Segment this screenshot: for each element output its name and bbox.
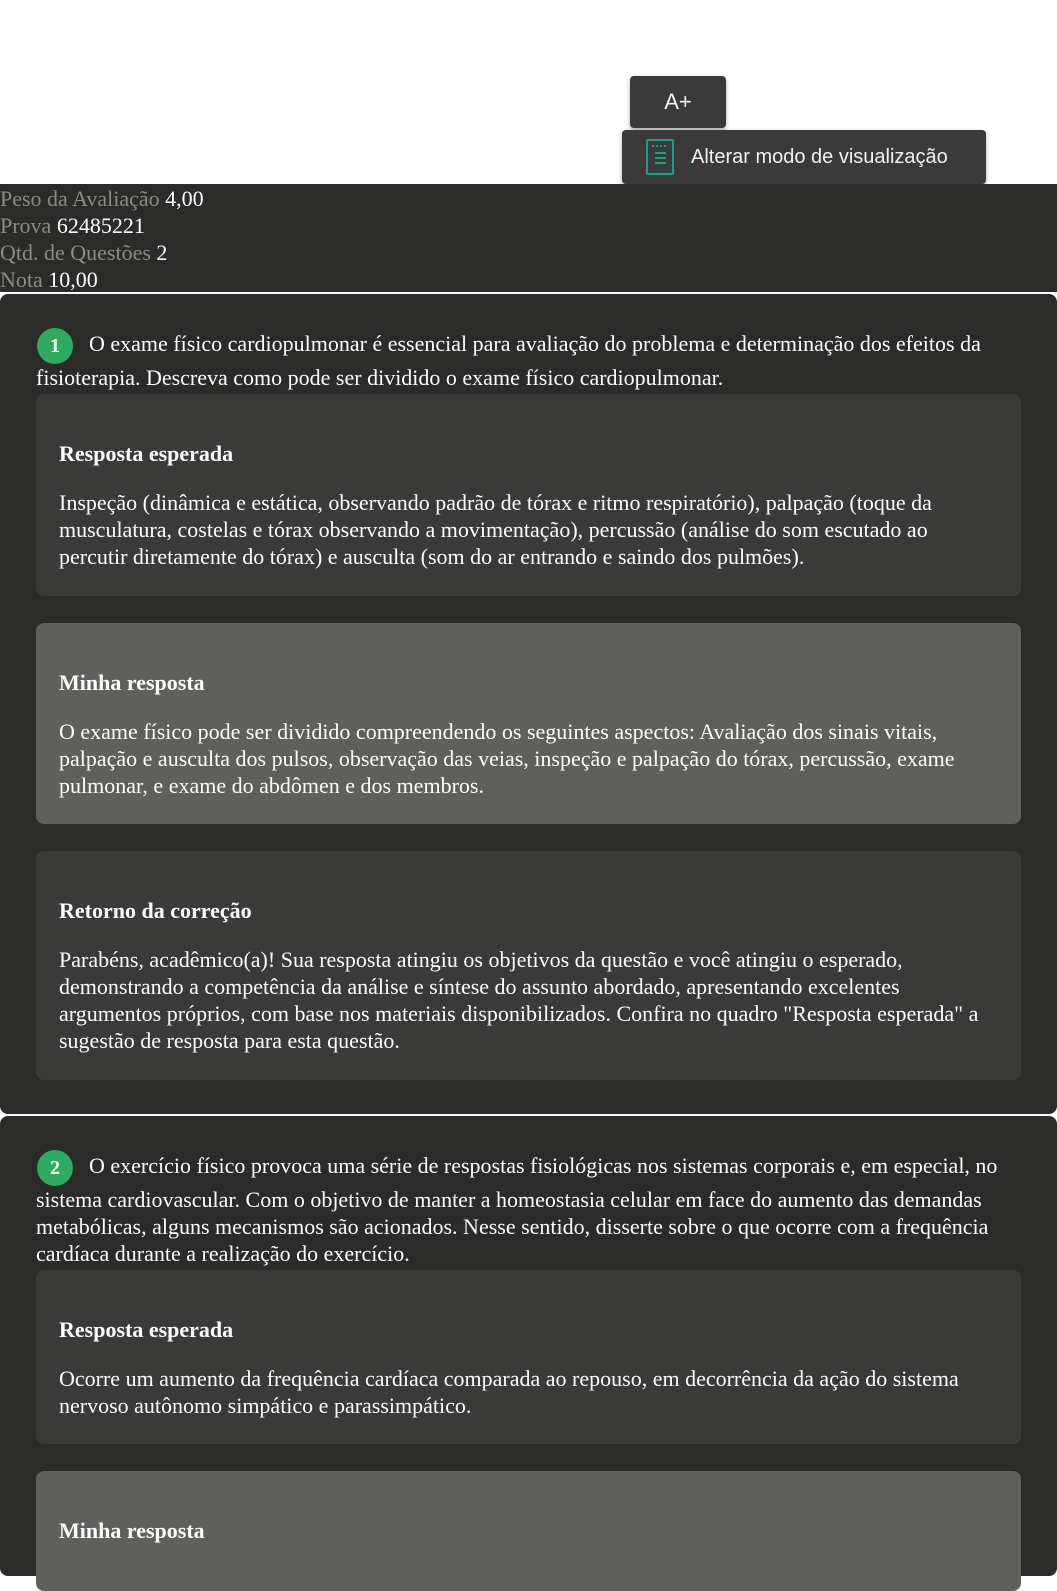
font-increase-button[interactable] bbox=[630, 76, 726, 128]
grade-label: Nota bbox=[0, 267, 43, 292]
weight-value: 4,00 bbox=[165, 186, 204, 211]
font-increase-label: A+ bbox=[664, 89, 692, 114]
my-answer-title: Minha resposta bbox=[59, 1518, 205, 1543]
exam-info-panel bbox=[0, 184, 1057, 292]
exam-value: 62485221 bbox=[56, 213, 145, 238]
question-card-2 bbox=[0, 1116, 1057, 1576]
question-statement: O exercício físico provoca uma série de respostas fisiológicas nos sistemas corporais e, em especial, no sistema cardiovascular. Com o objetivo de manter a homeostasia celular em face do aumento das demandas metabólicas, alguns mecanismos são acionados. Nesse sentido, disserte sobre o que ocorre com a frequência cardíaca durante a realização do exercício. bbox=[36, 1153, 998, 1266]
grade-value: 10,00 bbox=[48, 267, 98, 292]
view-mode-label: Alterar modo de visualização bbox=[691, 145, 948, 168]
feedback-title: Retorno da correção bbox=[59, 898, 252, 923]
my-answer-card bbox=[36, 623, 1021, 824]
info-weight bbox=[0, 185, 1057, 212]
question-card-1 bbox=[0, 294, 1057, 1114]
question-statement: O exame físico cardiopulmonar é essencial para avaliação do problema e determinação dos efeitos da fisioterapia. Descreva como pode ser dividido o exame físico cardiopulmonar. bbox=[36, 331, 981, 390]
document-icon bbox=[646, 139, 674, 175]
questions-value: 2 bbox=[156, 240, 168, 265]
expected-answer-card bbox=[36, 394, 1021, 596]
feedback-text: Parabéns, acadêmico(a)! Sua resposta atingiu os objetivos da questão e você atingiu o esperado, demonstrando a competência da análise e síntese do assunto abordado, apresentando excelentes argumentos próprios, com base nos materiais disponibilizados. Confira no quadro "Resposta esperada" a sugestão de resposta para esta questão. bbox=[59, 947, 979, 1053]
my-answer-title: Minha resposta bbox=[59, 670, 205, 695]
questions-label: Qtd. de Questões bbox=[0, 240, 151, 265]
expected-answer-title: Resposta esperada bbox=[59, 1317, 234, 1342]
my-answer-card bbox=[36, 1471, 1021, 1591]
weight-label: Peso da Avaliação bbox=[0, 186, 160, 211]
expected-answer-title: Resposta esperada bbox=[59, 441, 234, 466]
info-questions bbox=[0, 239, 1057, 266]
feedback-card bbox=[36, 851, 1021, 1080]
question-number-badge: 2 bbox=[37, 1150, 73, 1186]
info-exam bbox=[0, 212, 1057, 239]
expected-answer-card bbox=[36, 1270, 1021, 1444]
expected-answer-text: Inspeção (dinâmica e estática, observando padrão de tórax e ritmo respiratório), palpação (toque da musculatura, costelas e tórax observando a movimentação), percussão (análise do som escutado ao percutir diretamente do tórax) e ausculta (som do ar entrando e saindo dos pulmões). bbox=[59, 490, 932, 569]
my-answer-text: O exame físico pode ser dividido compreendendo os seguintes aspectos: Avaliação dos sinais vitais, palpação e ausculta dos pulsos, observação das veias, inspeção e palpação do tórax, percussão, exame pulmonar, e exame do abdômen e dos membros. bbox=[59, 719, 955, 798]
question-number-badge: 1 bbox=[37, 328, 73, 364]
view-mode-button[interactable] bbox=[622, 130, 986, 184]
question-text bbox=[36, 328, 1021, 391]
question-text bbox=[36, 1150, 1021, 1267]
exam-label: Prova bbox=[0, 213, 52, 238]
info-grade bbox=[0, 266, 1057, 293]
expected-answer-text: Ocorre um aumento da frequência cardíaca comparada ao repouso, em decorrência da ação do sistema nervoso autônomo simpático e parassimpático. bbox=[59, 1366, 959, 1418]
